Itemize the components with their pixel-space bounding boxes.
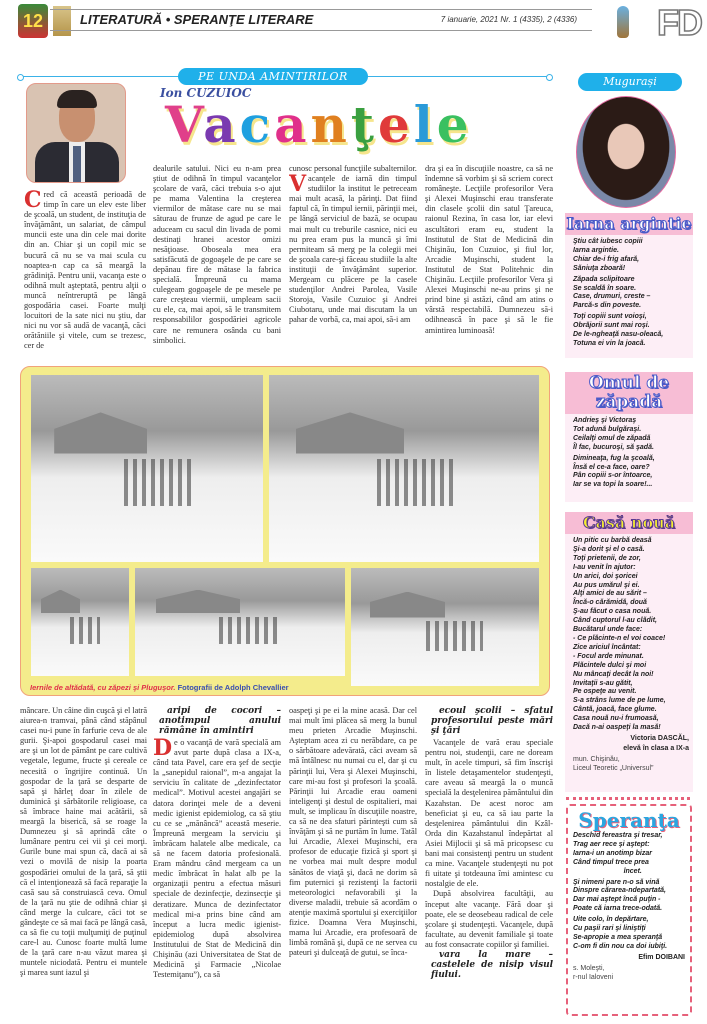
- paragraph: oaspeţi şi pe ei la mine acasă. Dar cel mai mult îmi plăcea să merg la bunul meu prieten Arcadie Muşinschi. Aşteptam acea zi cu nerăbdare, ca pe o sărbătoare adevărată, căci aveam să mă întâlnesc nu numai cu el, dar şi cu părinţii lui, Vera şi Alexei Muşinschi, care mi-au fost şi profesori la şcoală. Părinţii lui Arcadie erau oameni inteligenţi şi destul de ospitalieri, mai mult, se implicau în discuţiile noastre, ca să ne dea sfaturi părinteşti cum să învăţăm şi să ne purtăm în lume. Tatăl lui Arcadie, Alexei Muşinschi, era profesor de educaţie fizică şi sport şi ne vorbea mai mult despre modul sănătos de viaţă şi, dacă ne dorim să fim puternici şi rezistenţi la factorii meteorologici nefavorabili şi la diverse maladii, trebuie să acordăm o atenţie maximă sportului şi exerciţiilor fizice. Doamna Vera Muşinschi, mama lui Arcadie, era profesoară de limbă română şi, după ce ne servea cu pateuri şi dulceaţă de gutui, se înca-: [289, 706, 417, 958]
- title-letter: l: [413, 95, 437, 154]
- article-column-1: [24, 190, 146, 360]
- title-letter: V: [165, 95, 204, 154]
- poem-body: [573, 831, 685, 984]
- dropcap: V: [289, 171, 307, 198]
- author-photo: [26, 83, 126, 183]
- photo-snowy-house: [269, 375, 539, 562]
- poem-author-class: elevă în clasa a IX-a: [623, 744, 689, 752]
- stanza: Deschid fereastra şi tresar, Trag aer rece şi aştept: Iarna-i un anotimp bizar Când timpul trece prea încet.: [573, 832, 663, 875]
- stanza: Uite colo, în depărtare, Cu paşii rari şi liniştiţi Se-apropie a mea speranţă C-om fi din nou ca doi iubiţi.: [573, 916, 668, 950]
- dropcap: D: [153, 735, 173, 761]
- poem-title: Iarna argintie: [566, 214, 692, 233]
- poem-author: Victoria DASCĂL,: [630, 734, 689, 742]
- poem-title: Speranţa: [578, 808, 680, 832]
- photo-credit: Fotografii de Adolph Chevallier: [177, 683, 289, 692]
- photo-plough-oxen: [351, 568, 539, 686]
- photo-caption: [30, 683, 289, 692]
- dotted-divider: [566, 797, 690, 800]
- title-letter: ţ: [350, 95, 378, 154]
- sidebar-rubric: Mugurași: [578, 73, 682, 91]
- poem-speranta: [566, 804, 692, 1016]
- article-column-4: [425, 164, 553, 360]
- title-letter: n: [310, 95, 351, 154]
- drop-logo-icon: [617, 6, 629, 38]
- author-name: Ion CUZUIOC: [160, 86, 252, 100]
- poem-location: mun. Chişinău, Liceul Teoretic „Universul”: [573, 755, 654, 772]
- article-column-8: [425, 706, 553, 1020]
- poem-title: Casă nouă: [565, 512, 693, 534]
- caption-text: Iernile de altădată, cu zăpezi şi Pluguşor.: [30, 683, 176, 692]
- header-rule-bottom: [50, 30, 592, 31]
- poem-title: Omul de zăpadă: [565, 372, 693, 414]
- stanza: Toţi copiii sunt voioşi, Obrăjorii sunt mai roşi. De le-ngheaţă nasu-oleacă, Totuna ei vin la joacă.: [573, 313, 664, 347]
- poem-author: Efim DOIBANI: [638, 953, 685, 961]
- paragraph: acanţele de iarnă din timpul studiilor la institut le petreceam mai mult acasă, la părinţi. Dat fiind faptul că, în timpul iernii, părinţii mei, pe lângă serviciul de bază, se ocupau mai mult cu treburile casnice, nici eu nu prea eram pus la muncă şi îmi permiteam să merg pe la colegii mei de şcoala care-şi făceau studiile la alte instituţii de învăţământ superior. Mergeam cu plăcere pe la casele studenţilor Andrei Parolea, Vasile Storoja, Vasile Cuzuioc şi Andrei Ciubotaru, unde mai discutam la un pahar de vorbă, ca, mai apoi, să-i am: [289, 174, 417, 325]
- article-column-7: [289, 706, 417, 1020]
- stanza: Andrieş şi Victoraş Tot adună bulgăraşi. Ceilalţi omul de zăpadă Îl fac, bucuroşi, să şadă.: [573, 417, 654, 451]
- poem-omul-de-zapada: [565, 372, 693, 502]
- rubric-banner: PE UNDA AMINTIRILOR: [178, 68, 368, 85]
- title-letter: e: [377, 95, 414, 154]
- title-letter: c: [239, 95, 275, 154]
- stanza: Un pitic cu barbă deasă Şi-a dorit şi el o casă. Toţi prietenii, de zor, I-au venit în ajutor: Un arici, doi şoricei Au pus umărul şi ei. Alţi amici de au sărit – Încă-o cărămidă, două Ş-au făcut o casa nouă. Când cuptorul l-au clădit, Bucătarul unde face: - Ce plăcinte-n el voi coace! Zice ariciul încântat: - Focul arde minunat. Plăcintele dulci şi moi Nu mâncaţi decât la noi! Invitaţii s-au gătit, Pe ospeţe au venit. S-a strâns lume de pe lume, Cântă, joacă, face glume. Casa nouă nu-i frumoasă, Dacă n-ai oaspeţi la masă!: [573, 537, 666, 732]
- page-header: [0, 0, 707, 43]
- article-column-5: [20, 706, 147, 1020]
- article-column-3: [289, 164, 417, 360]
- stanza: Ştiu cât iubesc copiii Iarna argintie. Chiar de-i frig afară, Săniuţa zboară!: [573, 238, 643, 272]
- article-title: [165, 97, 473, 153]
- title-letter: a: [274, 95, 311, 154]
- page-number: 12: [18, 4, 48, 38]
- poem-body: [565, 534, 693, 777]
- poem-iarna-argintie: [565, 213, 693, 358]
- subheading: aripi de cocori – anotimpul anului rămâne în amintiri: [159, 706, 281, 736]
- title-letter: a: [203, 95, 240, 154]
- poem-body: [565, 235, 693, 354]
- paragraph: red că această perioadă de timp în care un elev este liber de şcoală, un student, de instituţia de învăţământ, un salariat, de câmpul muncii este una din cele mai dorite din an. Chiar şi un copil mic se bucură că nu se va mai scula cu noaptea-n cap ca să meargă la grădiniţă. Pentru unii, vacanţa este o odihnă mult aşteptată, pentru alţii o muncă neîntreruptă pe lângă gospodăria casei. Foarte mulţi locuitori de la sate nici nu ştiu, dar nici nu vor să audă de vacanţă, căci orătăniile şi vitele, cum se trezesc, cer de: [24, 190, 146, 351]
- stanza: Zăpada sclipitoare Se scaldă în soare. Case, drumuri, creste – Parcă-s din poveste.: [573, 275, 651, 310]
- article-column-2: [153, 164, 281, 360]
- paragraph: mâncare. Un câine din cuşcă şi el latră aiurea-n tramvai, până când stăpânul casei nu-i pune în farfurie ceva de ale gurii. Şi-apoi gospodarul casei mai are şi un lot de pământ pe care cultivă vegetale, legume, fructe şi cereale ce necesită o îngrijire continuă. Un gospodar de la ţară se desparte de sapă şi hârleţ doar în zilele de duminică şi sărbătorile religioase, ca să îmbrace haine mai acătării, să meargă la biserică, să se roage la Dumnezeu şi să aprindă câte o lumânare pentru cei vii şi cei morţi. Gurile bune mai spun că, dacă ai să vezi o movilă de nisip la poarta gospodăriei omului de la ţară, să ştii că el intenţionează să facă reparaţie la casă sau să construiască ceva. Omul de la ţară nu ştie de odihnă chiar şi când merge la culcare, căci tot se gândeşte ce să mai facă pe lângă casă, ca să fie cu toţii mulţumiţi de puţinul care-l au. Cunosc foarte multă lume de la ţară care n-au văzut marea şi muntele niciodată. Pentru ei muntele şi marea sunt iazul şi: [20, 706, 147, 978]
- subheading: vara la mare – castelele de nisip visul fiului.: [431, 949, 553, 980]
- poem-location: s. Moleşti, r-nul Ialoveni: [573, 964, 614, 981]
- logo-text: FD: [657, 2, 701, 43]
- gold-decoration: [53, 6, 71, 36]
- paragraph: dra şi ea în discuţiile noastre, ca să ne îndemne să vorbim şi să scriem corect româneşte. Lecţiile profesorilor Vera şi Alexei Muşinschi erau transferate din clasele şcolii din satul Ţareuca, raionul Rezina, în casa lor, iar elevi ascultători eram eu, student la Institutul de Stat de Medicină din Chişinău, Ion Cuzuioc, şi fiul lor, Arcadie Muşinschi, student la Institutul de Stat Politehnic din Chişinău. Lecţiile profesorilor Vera şi Alexei Muşinschi ne-au prins şi ne prind bine şi astăzi, când am atins o vârstă respectabilă. Dumnezeu să-i odihnească în pace şi să le fie amintirea luminoasă!: [425, 164, 553, 335]
- poem-body: [565, 414, 693, 495]
- photo-gallery: [20, 366, 550, 696]
- paragraph: După absolvirea facultăţii, au început alte vacanţe. Fără doar şi poate, ele se deosebeau radical de cele şcolare şi studenţeşti. Vacanţele, după facultate, au devenit familiale şi toate au fost consacrate copiilor şi familiei.: [425, 889, 553, 949]
- subheading: ecoul şcolii – sfatul profesorului peste mări şi ţări: [431, 706, 553, 736]
- issue-date: 7 ianuarie, 2021 Nr. 1 (4335), 2 (4336): [440, 15, 577, 24]
- paragraph: Vacanţele de vară erau speciale pentru noi, studenţii, care ne doream mult, în acele timpuri, să fim înscrişi în listele detaşamentelor studenţeşti, care aveau să meargă la o muncă specială la desţelenirea pământului din Kazahstan. De acest noroc am beneficiat şi eu, ca să iau parte la desţelenirea pământului din Kzâl-Orda din Kazahstanul îndepărtat al Asiei Mijlocii şi să mă pricopsesc cu bani mai consistenţi pentru un student ca mine. Vacanţele studenţeşti nu pot fi uitate şi totdeauna îmi amintesc cu nostalgie de ele.: [425, 738, 553, 889]
- article-column-6: [153, 706, 281, 1020]
- stanza: Şi nimeni pare n-o să vină Dinspre cărarea-ndepartată, Dar mai aştept încă puţin - Poate că iarna trece-odată.: [573, 878, 666, 913]
- paragraph: e o vacanţă de vară specială am avut parte după clasa a IX-a, când tata Pavel, care era şef de secţie la „sanepidul raional”, m-a angajat la serviciu în calitate de „dezinfectator medical”. Motivul acestei angajări se datora dorinţei mele de a deveni medic igienist epidemiolog, ca să ştiu cu ce se „mănâncă” această meserie. Împreună mergeam la serviciu şi îmbrăcam halatele albe medicale, ca să ne facem datoria profesională. Eram mândru când mergeam ca un medic îmbrăcat în halat alb pe la organizaţii pentru a efectua măsuri speciale de dezinfecţie, dezinsecţie şi deratizare. Munca de dezinfectator medical mi-a prins bine când am început a lucra medic igienist-epidemiolog după absolvirea Institutului de Stat de Medicină din Chişinău (azi Universitatea de Stat de Medicină şi Farmacie „Nicolae Testemiţanu”), ca să: [153, 738, 281, 980]
- header-rule-top: [50, 9, 592, 10]
- photo-village-carolers: [31, 375, 263, 562]
- newspaper-logo: [593, 2, 701, 43]
- photo-street-carolers: [135, 568, 345, 676]
- section-title: LITERATURĂ • SPERANŢE LITERARE: [80, 12, 314, 27]
- photo-boys-in-snow: [31, 568, 129, 676]
- paragraph: cunosc personal funcţiile subalternilor.: [289, 164, 417, 173]
- title-letter: e: [436, 95, 473, 154]
- poem-casa-noua: [565, 512, 693, 792]
- stanza: Dimineaţa, fug la şcoală, Însă el ce-a face, oare? Pân copiii s-or întoarce, Iar se va topi la soare!...: [573, 454, 655, 489]
- paragraph: dealurile satului. Nici eu n-am prea ştiut de odihnă în timpul vacanţelor şcolare de vară, căci trebuia s-o ajut pe mama Valentina la creşterea viermilor de mătase care nu se mai săturau de frunze de agud pe care le aduceam cu sacul din livada de pomi destinaţi hranei acestor omizi nesăţioase. Oboseala mea era satisfăcută de gogoaşele de pe care se depănau fire de mătase la fabrica specială. Împreună cu mama culegeam gogoaşele de pe mesele pe care creşteau viermii, umpleam sacii cu ele, ca, mai apoi, să le transmitem responsabililor gospodăriei agricole care ne remunera osânda cu bani simbolici.: [153, 164, 281, 345]
- poet-photo: [576, 96, 676, 208]
- dropcap: C: [24, 190, 42, 213]
